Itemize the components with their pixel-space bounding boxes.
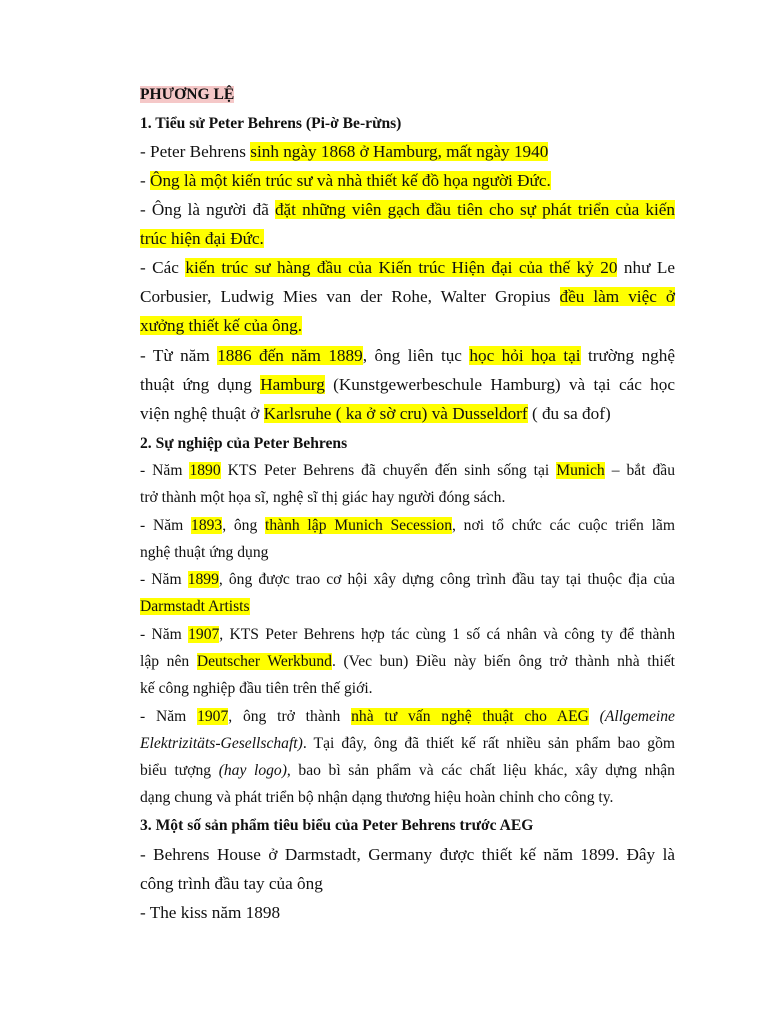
section1-bullet-study-line1: - Từ năm 1886 đến năm 1889, ông liên tục học hỏi họa tại trường nghệ [140, 346, 675, 365]
section2-1907a-line1: - Năm 1907, KTS Peter Behrens hợp tác cùng 1 số cá nhân và công ty để thành [140, 626, 675, 643]
section2-1899-line1: - Năm 1899, ông được trao cơ hội xây dựng công trình đầu tay tại thuộc địa của [140, 571, 675, 588]
section2-1890-line1: - Năm 1890 KTS Peter Behrens đã chuyển đến sinh sống tại Munich – bắt đầu [140, 462, 675, 479]
section2-1907b-line2: Elektrizitäts-Gesellschaft). Tại đây, ông đã thiết kế rất nhiều sản phẩm bao gồm [140, 735, 675, 752]
section1-bullet-study-line3: viện nghệ thuật ở Karlsruhe ( ka ở sờ cru) và Dusseldorf ( đu sa đof) [140, 404, 611, 423]
section2-1907b-line4: dạng chung và phát triển bộ nhận dạng thương hiệu hoàn chỉnh cho công ty. [140, 789, 614, 806]
section2-1907a-line3: kế công nghiệp đầu tiên trên thế giới. [140, 680, 373, 697]
section1-bullet-architects-line3: xưởng thiết kế của ông. [140, 316, 303, 335]
section3-the-kiss: - The kiss năm 1898 [140, 903, 281, 922]
section1-heading: 1. Tiểu sử Peter Behrens (Pi-ờ Be-rừns) [140, 115, 402, 132]
section2-1893-line1: - Năm 1893, ông thành lập Munich Secession, nơi tổ chức các cuộc triển lãm [140, 517, 675, 534]
section1-bullet-pioneer-line2: trúc hiện đại Đức. [140, 229, 264, 248]
section1-bullet-architects-line1: - Các kiến trúc sư hàng đầu của Kiến trúc Hiện đại của thế kỷ 20 như Le [140, 258, 675, 277]
section3-heading: 3. Một số sản phẩm tiêu biểu của Peter Behrens trước AEG [140, 817, 534, 834]
section1-bullet-architects-line2: Corbusier, Ludwig Mies van der Rohe, Walter Gropius đều làm việc ở [140, 287, 675, 306]
section3-behrens-house-line1: - Behrens House ở Darmstadt, Germany được thiết kế năm 1899. Đây là [140, 845, 675, 864]
section1-bullet-pioneer-line1: - Ông là người đã đặt những viên gạch đầu tiên cho sự phát triển của kiến [140, 200, 675, 219]
section2-1893-line2: nghệ thuật ứng dụng [140, 544, 269, 561]
section2-1907b-line3: biểu tượng (hay logo), bao bì sản phẩm và các chất liệu khác, xây dựng nhận [140, 762, 675, 779]
document-title: PHƯƠNG LỆ [140, 86, 235, 103]
section3-behrens-house-line2: công trình đầu tay của ông [140, 874, 323, 893]
section2-heading: 2. Sự nghiệp của Peter Behrens [140, 435, 348, 452]
section2-1890-line2: trở thành một họa sĩ, nghệ sĩ thị giác hay người đóng sách. [140, 489, 506, 506]
section1-bullet-birth: - Peter Behrens sinh ngày 1868 ở Hamburg, mất ngày 1940 [140, 142, 549, 161]
section1-bullet-profession: - Ông là một kiến trúc sư và nhà thiết kế đồ họa người Đức. [140, 171, 551, 190]
section1-bullet-study-line2: thuật ứng dụng Hamburg (Kunstgewerbeschule Hamburg) và tại các học [140, 375, 675, 394]
section2-1907b-line1: - Năm 1907, ông trở thành nhà tư vấn nghệ thuật cho AEG (Allgemeine [140, 708, 675, 725]
section2-1907a-line2: lập nên Deutscher Werkbund. (Vec bun) Điều này biến ông trở thành nhà thiết [140, 653, 675, 670]
section2-1899-line2: Darmstadt Artists [140, 598, 250, 615]
